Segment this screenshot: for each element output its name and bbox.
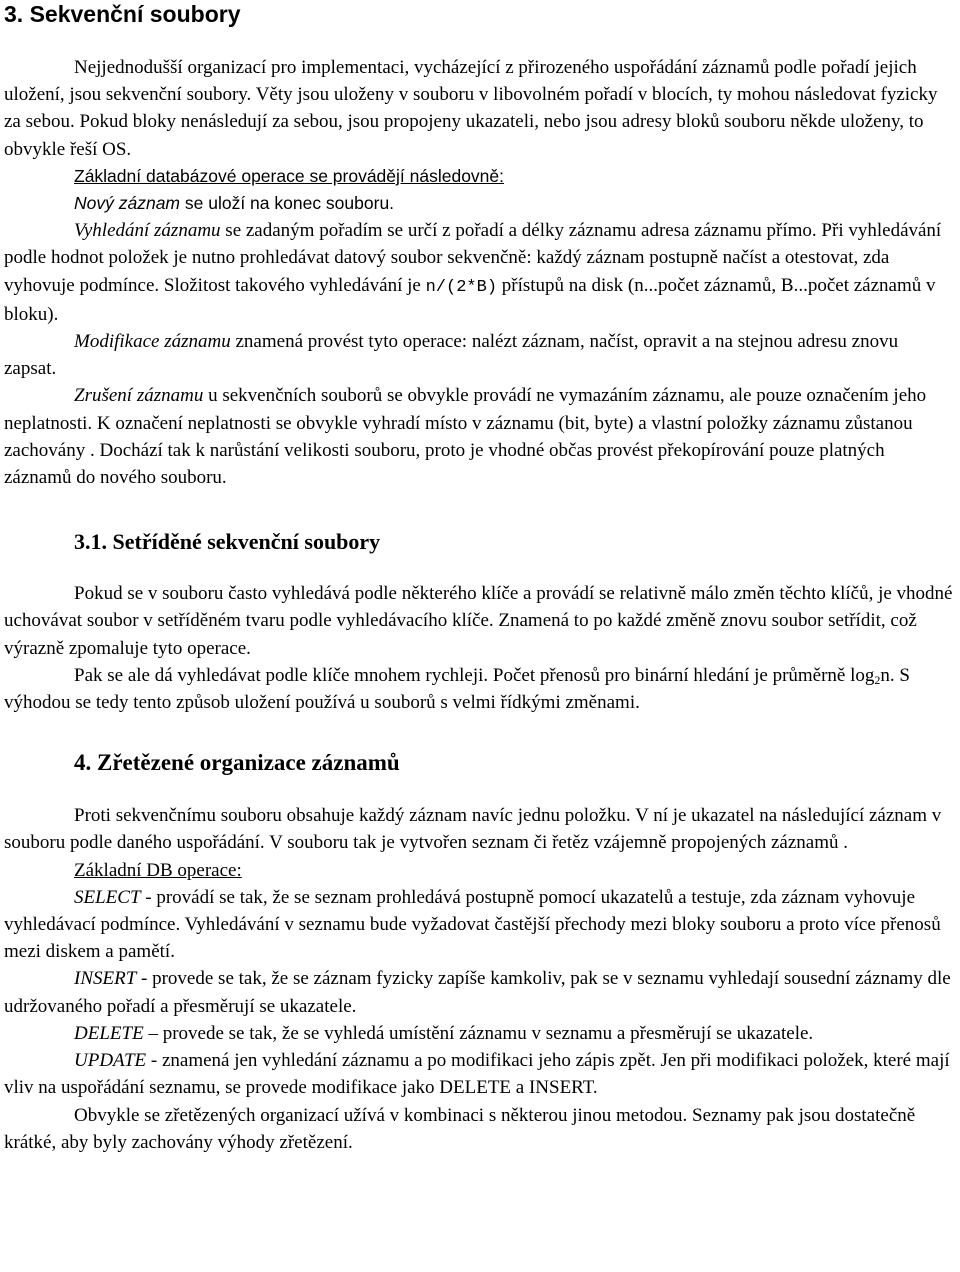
closing-paragraph: Obvykle se zřetězených organizací užívá v kombinaci s některou jinou metodou. Seznamy pak jsou dostatečně krátké, aby byly zachovány výhody zřetězení.	[4, 1104, 916, 1153]
new-record-paragraph	[4, 190, 954, 217]
modify-term: Modifikace záznamu	[74, 331, 231, 353]
update-text: - znamená jen vyhledání záznamu a po modifikaci jeho zápis zpět. Jen při modifikaci položek, které mají vliv na uspořádání seznamu, se provede modifikace jako DELETE a INSERT.	[4, 1050, 950, 1099]
search-text-2: přístupů na disk (n...počet záznamů, B...počet záznamů v bloku).	[4, 274, 936, 325]
complexity-formula: n/(2*B)	[425, 277, 498, 297]
section-3-1-heading: 3.1. Setříděné sekvenční soubory	[74, 529, 381, 555]
search-term: Vyhledání záznamu	[74, 220, 221, 242]
operations-heading-paragraph	[4, 163, 954, 190]
delete-record-paragraph	[4, 382, 954, 491]
update-term: UPDATE	[74, 1050, 147, 1072]
db-operations-heading-paragraph	[4, 857, 954, 884]
select-term: SELECT	[74, 886, 141, 908]
new-record-term: Nový záznam	[74, 193, 181, 214]
sorted-text-a: Pak se ale dá vyhledávat podle klíče mnohem rychleji. Počet přenosů pro binární hledání je průměrně log	[74, 664, 875, 686]
select-text: - provádí se tak, že se seznam prohledává postupně pomocí ukazatelů a testuje, zda záznam vyhovuje vyhledávací podmínce. Vyhledávání v seznamu bude vyžadovat častější přechody mezi bloky souboru a proto více přenosů mezi diskem a pamětí.	[4, 886, 941, 963]
select-paragraph	[4, 884, 954, 966]
section-3-heading: 3. Sekvenční soubory	[4, 1, 241, 27]
delete-record-term: Zrušení záznamu	[74, 385, 204, 407]
sorted-text-b: n. S výhodou se tedy tento způsob uložení používá u souborů s velmi řídkými změnami.	[4, 664, 910, 714]
delete-paragraph	[4, 1020, 954, 1047]
log-base: 2	[874, 672, 881, 687]
chained-intro: Proti sekvenčnímu souboru obsahuje každý záznam navíc jednu položku. V ní je ukazatel na následující záznam v souboru podle daného uspořádání. V souboru tak je vytvořen seznam či řetěz vzájemně propojených záznamů .	[4, 805, 942, 854]
sorted-paragraph-1: Pokud se v souboru často vyhledává podle některého klíče a provádí se relativně málo změn těchto klíčů, je vhodné uchovávat soubor v setříděném tvaru podle vyhledávacího klíče. Znamená to po každé změně znovu soubor setřídit, což výrazně zpomaluje tyto operace.	[4, 583, 953, 659]
search-text-1: se zadaným pořadím se určí z pořadí a délky záznamu adresa záznamu přímo. Při vyhledávání podle hodnot položek je nutno prohledávat datový soubor sekvenčně: každý záznam postupně načíst a otestovat, zda vyhovuje podmínce. Složitost takového vyhledávání je	[4, 220, 942, 296]
delete-record-text: u sekvenčních souborů se obvykle provádí ne vymazáním záznamu, ale pouze označením jeho neplatnosti. K označení neplatnosti se obvykle vyhradí místo v záznamu (bit, byte) a vlastní položky záznamu zůstanou zachovány . Dochází tak k narůstání velikosti souboru, proto je vhodné občas provést překopírování pouze platných záznamů do nového souboru.	[4, 385, 927, 489]
db-operations-heading: Základní DB operace:	[74, 859, 242, 881]
section-3-intro	[4, 54, 954, 163]
delete-text: – provede se tak, že se vyhledá umístění záznamu v seznamu a přesměrují se ukazatele.	[143, 1022, 814, 1044]
sorted-paragraph-2	[4, 662, 954, 716]
modify-paragraph	[4, 328, 954, 382]
section-4-heading: 4. Zřetězené organizace záznamů	[74, 750, 400, 776]
modify-text: znamená provést tyto operace: nalézt záznam, načíst, opravit a na stejnou adresu znovu zapsat.	[4, 331, 899, 380]
operations-heading: Základní databázové operace se provádějí následovně:	[74, 165, 505, 186]
insert-text: - provede se tak, že se záznam fyzicky zapíše kamkoliv, pak se v seznamu vyhledají sousední záznamy dle udržovaného pořadí a přesměrují se ukazatele.	[4, 968, 951, 1017]
new-record-text: se uloží na konec souboru.	[180, 193, 395, 214]
update-paragraph	[4, 1047, 954, 1101]
search-paragraph	[4, 217, 954, 328]
section-3-intro-text: Nejjednodušší organizací pro implementaci, vycházející z přirozeného uspořádání záznamů podle pořadí jejich uložení, jsou sekvenční soubory. Věty jsou uloženy v souboru v libovolném pořadí v blocích, ty mohou následovat fyzicky za sebou. Pokud bloky nenásledují za sebou, jsou propojeny ukazateli, nebo jsou adresy bloků souboru někde uloženy, to obvykle řeší OS.	[4, 57, 938, 160]
delete-term: DELETE	[74, 1022, 144, 1044]
insert-paragraph	[4, 965, 954, 1019]
insert-term: INSERT	[74, 968, 137, 990]
